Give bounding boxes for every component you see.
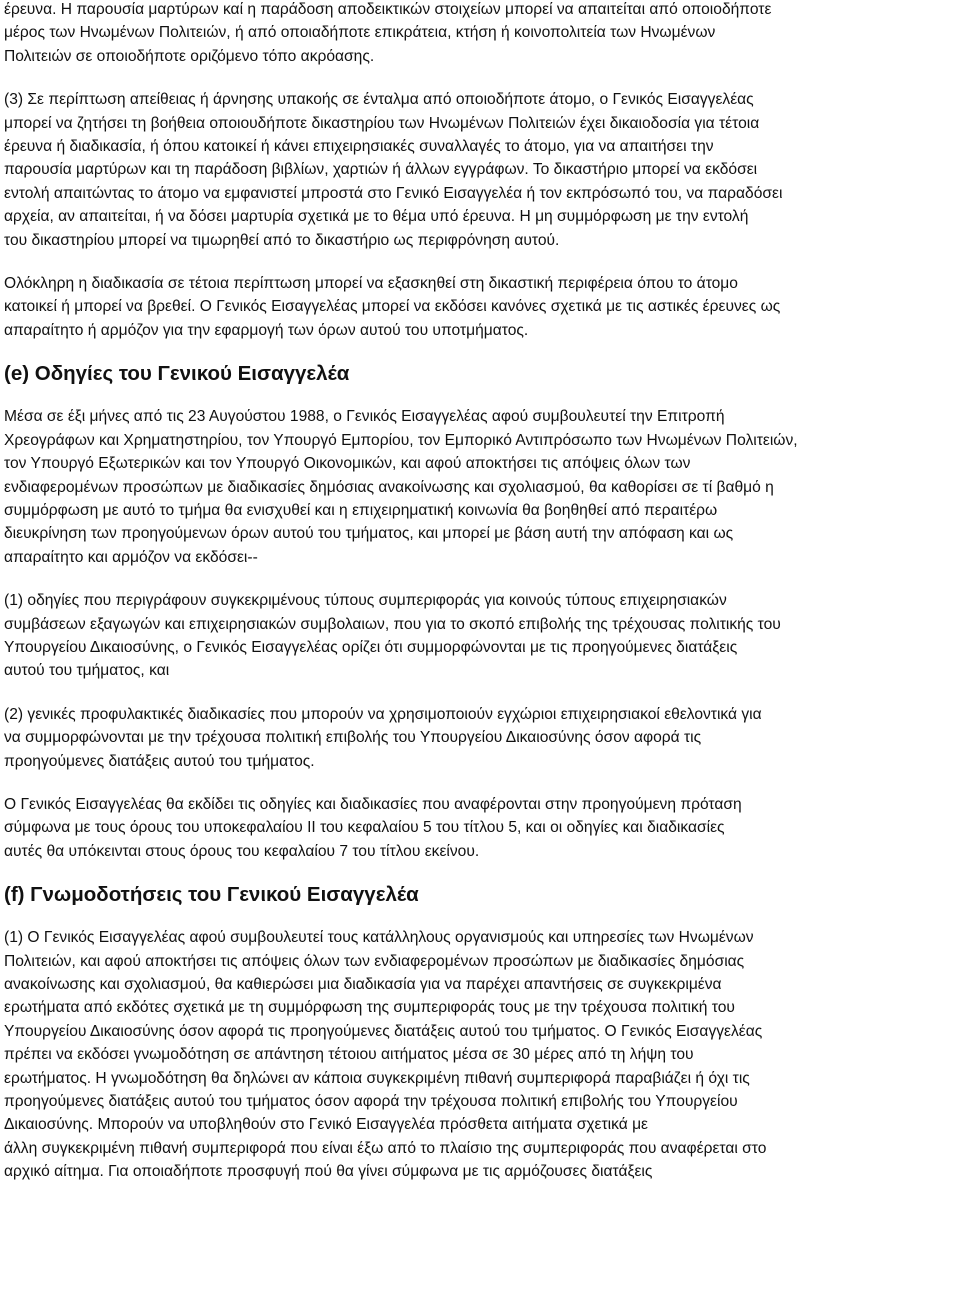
paragraph-opinions-1: (1) Ο Γενικός Εισαγγελέας αφού συμβουλευτεί τους κατάλληλους οργανισμούς και υπηρεσίες των Ηνωμένων Πολιτειών, και αφού αποκτήσει τις απόψεις όλων των ενδιαφερομένων προσώπων με διαδικασίες δημόσιας ανακοίνωσης και σχολιασμού, θα καθιερώσει μια διαδικασία για να παρέχει απαντήσεις σε συγκεκριμένα ερωτήματα από εκδότες σχετικά με τη συμμόρφωση της συμπεριφοράς τους με την τρέχουσα πολιτική του Υπουργείου Δικαιοσύνης όσον αφορά τις προηγούμενες διατάξεις αυτού του τμήματος. Ο Γενικός Εισαγγελέας πρέπει να εκδόσει γνωμοδότηση σε απάντηση τέτοιου αιτήματος μέσα σε 30 μέρες από τη λήψη του ερωτήματος. Η γνωμοδότηση θα δηλώνει αν κάποια συγκεκριμένη πιθανή συμπεριφορά παραβιάζει ή όχι τις προηγούμενες διατάξεις αυτού του τμήματος όσον αφορά την τρέχουσα πολιτική επιβολής του Υπουργείου Δικαιοσύνης. Μπορούν να υποβληθούν στο Γενικό Εισαγγελέα πρόσθετα αιτήματα σχετικά με άλλη συγκεκριμένη πιθανή συμπεριφορά που είναι έξω από το πλαίσιο της συμπεριφοράς που αναφέρεται στο αρχικό αίτημα. Για οποιαδήποτε προσφυγή πού θα γίνει σύμφωνα με τις αρμόζουσες διατάξεις bbox=[4, 929, 767, 1181]
paragraph-hearing-witnesses: έρευνα. Η παρουσία μαρτύρων καί η παράδοση αποδεικτικών στοιχείων μπορεί να απαιτείται από οποιοδήποτε μέρος των Ηνωμένων Πολιτειών, ή από οποιαδήποτε επικράτεια, κτήση ή κοινοπολιτεία των Ηνωμένων Πολιτειών σε οποιοδήποτε οριζόμενο τόπο ακρόασης. bbox=[4, 1, 772, 65]
paragraph-guidelines-procedure: Ο Γενικός Εισαγγελέας θα εκδίδει τις οδηγίες και διαδικασίες που αναφέρονται στην προηγούμενη πρόταση σύμφωνα με τους όρους του υποκεφαλαίου II του κεφαλαίου 5 του τίτλου 5, και οι οδηγίες και διαδικασίες αυτές θα υπόκεινται στους όρους του κεφαλαίου 7 του τίτλου εκείνου. bbox=[4, 795, 742, 860]
spacer bbox=[4, 773, 954, 793]
paragraph-judicial-district: Ολόκληρη η διαδικασία σε τέτοια περίπτωση μπορεί να εξασκηθεί στη δικαστική περιφέρεια όπου το άτομο κατοικεί ή μπορεί να βρεθεί. Ο Γενικός Εισαγγελέας μπορεί να εκδόσει κανόνες σχετικά με τις αστικές έρευνες ως απαραίτητο ή αρμόζον για την εφαρμογή των όρων αυτού του υποτμήματος. bbox=[4, 275, 781, 339]
spacer bbox=[4, 252, 954, 272]
paragraph-guidelines-1: (1) οδηγίες που περιγράφουν συγκεκριμένους τύπους συμπεριφοράς για κοινούς τύπους επιχειρησιακών συμβάσεων εξαγωγών και επιχειρησιακών συμβολαιων, που για το σκοπό επιβολής της τρέχουσας πολιτικής του Υπουργείου Δικαιοσύνης, ο Γενικός Εισαγγελέας ορίζει ότι συμμορφώνονται με τις προηγούμενες διατάξεις αυτού του τμήματος, και bbox=[4, 592, 781, 680]
paragraph-guidelines-2: (2) γενικές προφυλακτικές διαδικασίες που μπορούν να χρησιμοποιούν εγχώριοι επιχειρησιακοί εθελοντικά για να συμμορφώνονται με την τρέχουσα πολιτική επιβολής του Υπουργείου Δικαιοσύνης όσον αφορά τις προηγούμενες διατάξεις αυτού του τμήματος. bbox=[4, 705, 762, 770]
spacer bbox=[4, 569, 954, 589]
section-heading-f: (f) Γνωμοδοτήσεις του Γενικού Εισαγγελέα bbox=[4, 883, 419, 907]
document-page bbox=[4, 0, 954, 1184]
paragraph-3-contumacy: (3) Σε περίπτωση απείθειας ή άρνησης υπακοής σε ένταλμα από οποιοδήποτε άτομο, ο Γενικός Εισαγγελέας μπορεί να ζητήσει τη βοήθεια οποιουδήποτε δικαστηρίου των Ηνωμένων Πολιτειών έχει δικαιοδοσία για τέτοια έρευνα ή διαδικασία, ή όπου κατοικεί ή κάνει επιχειρησιακές συναλλαγές το άτομο, για να απαιτήσει την παρουσία μαρτύρων και τη παράδοση βιβλίων, χαρτιών ή άλλων εγγράφων. Το δικαστήριο μπορεί να εκδόσει εντολή απαιτώντας το άτομο να εμφανιστεί μπροστά στο Γενικό Εισαγγελέα ή τον εκπρόσωπό του, να παραδόσει αρχεία, αν απαιτείται, ή να δόσει μαρτυρία σχετικά με το θέμα υπό έρευνα. Η μη συμμόρφωση με την εντολή του δικαστηρίου μπορεί να τιμωρηθεί από το δικαστήριο ως περιφρόνηση αυτού. bbox=[4, 91, 783, 249]
spacer bbox=[4, 908, 954, 926]
paragraph-guidelines-intro: Μέσα σε έξι μήνες από τις 23 Αυγούστου 1988, ο Γενικός Εισαγγελέας αφού συμβουλευτεί την Επιτροπή Χρεογράφων και Χρηματηστηρίου, τον Υπουργό Εμπορίου, τον Εμπορικό Αντιπρόσωπο των Ηνωμένων Πολιτειών, τον Υπουργό Εξωτερικών και τον Υπουργό Οικονομικών, και αφού αποκτήσει τις απόψεις όλων των ενδιαφερομένων προσώπων με διαδικασίες δημόσιας ανακοίνωσης και σχολιασμού, θα καθορίσει σε τί βαθμό η συμμόρφωση με αυτό το τμήμα θα ενισχυθεί και η επιχειρηματική κοινωνία θα βοηθηθεί από περαιτέρω διευκρίνηση των προηγούμενων όρων αυτού του τμήματος, και μπορεί με βάση αυτή την απόφαση και ως απαραίτητο και αρμόζον να εκδόσει-- bbox=[4, 408, 798, 566]
spacer bbox=[4, 683, 954, 703]
section-heading-e: (e) Οδηγίες του Γενικού Εισαγγελέα bbox=[4, 362, 350, 386]
spacer bbox=[4, 387, 954, 405]
spacer bbox=[4, 342, 954, 360]
spacer bbox=[4, 68, 954, 88]
spacer bbox=[4, 863, 954, 881]
